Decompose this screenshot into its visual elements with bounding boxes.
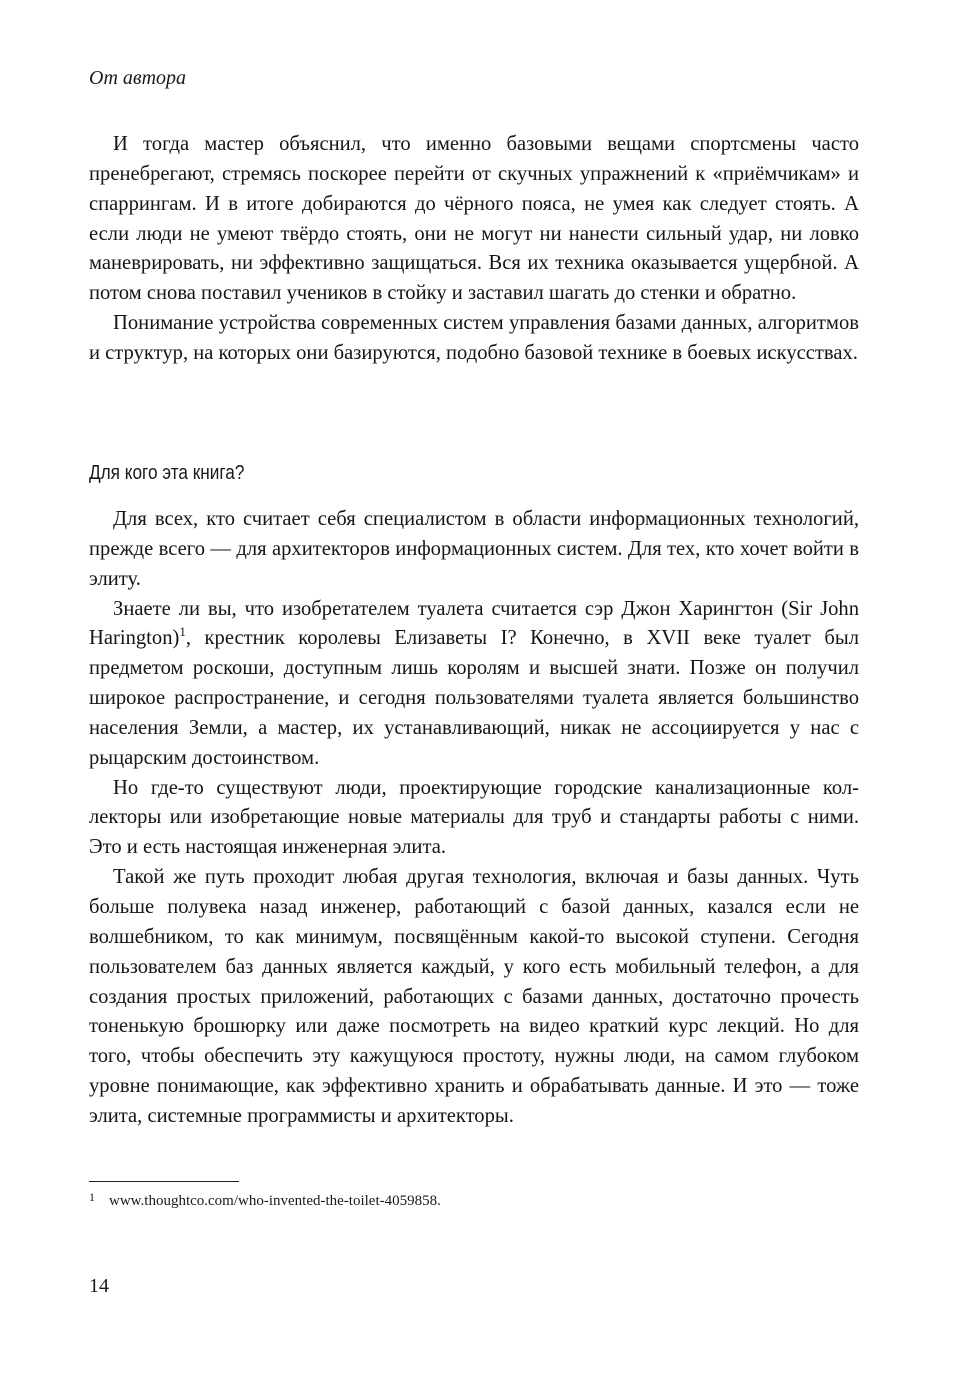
paragraph-master-explains: И тогда мастер объяснил, что именно базовыми вещами спортсмены часто пренебрегают, стремясь поскорее перейти от скучных упражнений к «приёмчикам» и спаррингам. И в итоге добираются до чёрного пояса, не умея как следует стоять. А если люди не умеют твёрдо стоять, они не могут ни нанести сильный удар, ни ловко маневрировать, ни эффективно защищаться. Вся их техника оказывается ущербной. А потом снова поставил учеников в стойку и заставил шагать до стенки и обратно. <box>89 133 859 305</box>
paragraph-toilet-inventor <box>89 595 859 774</box>
body-text-intro <box>89 130 859 369</box>
section-heading: Для кого эта книга? <box>89 462 245 484</box>
footnote-divider <box>89 1181 239 1182</box>
page-number: 14 <box>89 1275 109 1297</box>
paragraph-text: Знаете ли вы, что изобретателем туалета считается сэр Джон Харингтон (Sir John Harington) <box>89 597 859 650</box>
paragraph-text: , крестник королевы Елизаветы I? Конечно, в XVII веке туалет был предметом роскоши, доступным лишь королям и высшей знати. Позже он получил широкое распространение, и сегодня пользователями туалета является большинство населения Земли, а мастер, их устанавливающий, никак не ассоциируется у нас с рыцарским достоинством. <box>89 627 859 769</box>
paragraph-same-path: Такой же путь проходит любая другая технология, включая и базы данных. Чуть больше полувека назад инженер, работающий с базой данных, казался если не волшебником, то как минимум, посвящённым какой-то высокой ступени. Сегодня пользователем баз данных является каждый, у кого есть мобильный телефон, а для создания простых приложений, работающих с базами данных, достаточно прочесть тоненькую брошюрку или даже посмотреть на видео краткий курс лекций. Но для того, чтобы обеспечить эту кажущуюся простоту, нужны люди, на самом глубоком уровне понимающие, как эффективно хранить и обрабатывать данные. И это — тоже элита, системные программисты и архитекторы. <box>89 866 859 1127</box>
footnote-link[interactable]: www.thoughtco.com/who-invented-the-toilet-4059858. <box>109 1193 441 1210</box>
running-head: От автора <box>89 67 187 89</box>
body-text-section <box>89 505 859 1132</box>
paragraph-engineering-elite: Но где-то существуют люди, проектирующие городские канализационные коллекторы или изобретающие новые материалы для труб и стандарты работы с ними. Это и есть настоящая инженерная элита. <box>89 776 859 859</box>
paragraph-for-everyone: Для всех, кто считает себя специалистом в области информационных технологий, прежде всего — для архитекторов информационных систем. Для тех, кто хочет войти в элиту. <box>89 508 859 590</box>
footnote <box>89 1186 441 1212</box>
footnote-reference[interactable]: 1 <box>179 624 186 640</box>
paragraph-dbms-understanding: Понимание устройства современных систем управления базами данных, алгоритмов и структур, на которых они базируются, подобно базовой технике в боевых искусствах. <box>89 312 859 364</box>
footnote-number: 1 <box>89 1190 95 1204</box>
